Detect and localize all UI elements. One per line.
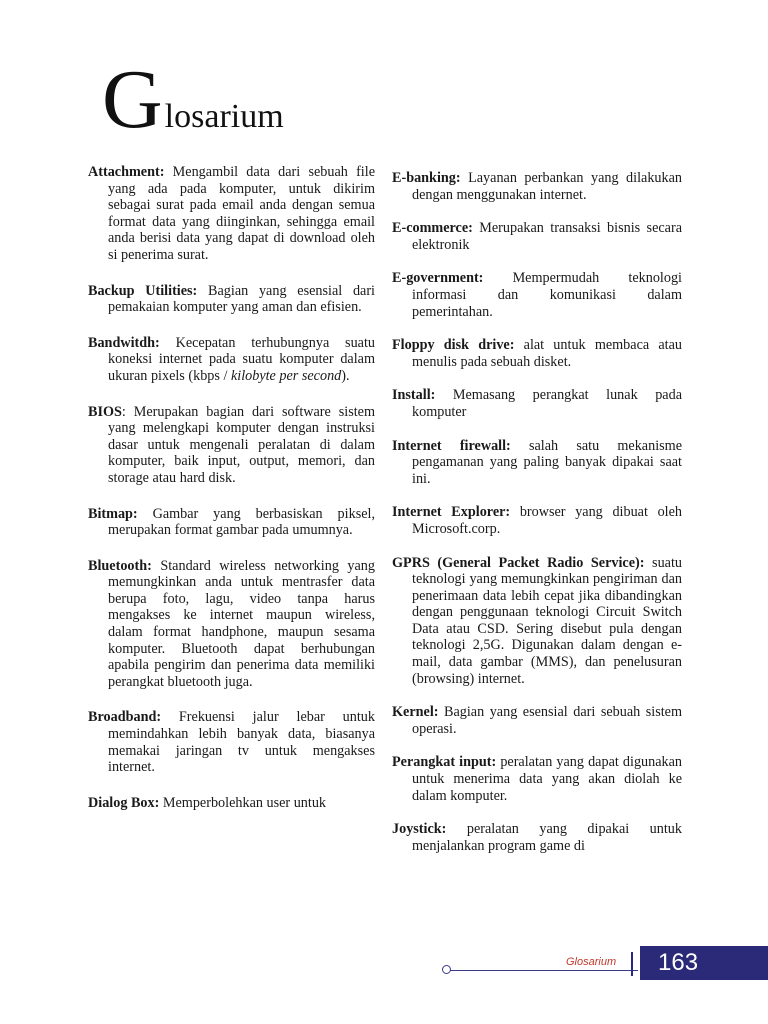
glossary-term: Install: <box>392 387 436 404</box>
title-rest: losarium <box>164 98 284 135</box>
glossary-definition: Memperbolehkan user untuk <box>159 794 327 811</box>
glossary-entry <box>392 504 682 537</box>
glossary-definition: browser yang dibuat oleh Microsoft.corp. <box>412 504 682 537</box>
glossary-definition: Mempermudah teknologi informasi dan komunikasi dalam pemerintahan. <box>412 270 682 320</box>
footer-section-label: Glosarium <box>566 956 617 968</box>
glossary-definition: alat untuk membaca atau menulis pada sebuah disket. <box>412 337 682 370</box>
glossary-entry <box>392 704 682 737</box>
glossary-definition: Standard wireless networking yang memungkinkan anda untuk mentrasfer data berupa foto, lagu, video tanpa harus mengakses ke internet maupun wireless, dalam format handphone, maupun sesama komputer. Bluetooth dapat berhubungan apabila pengirim dan penerima data memiliki perangkat bluetooth juga. <box>108 557 375 690</box>
glossary-term: E-commerce: <box>392 220 473 237</box>
glossary-definition-italic: kilobyte per second <box>230 367 342 384</box>
glossary-entry <box>392 337 682 370</box>
glossary-entry <box>88 164 375 264</box>
glossary-definition: Memasang perangkat lunak pada komputer <box>412 387 682 420</box>
glossary-term: Joystick: <box>392 821 447 838</box>
footer-circle-icon <box>442 965 451 974</box>
glossary-entry <box>392 821 682 854</box>
glossary-entry <box>88 283 375 316</box>
glossary-term: Attachment: <box>88 164 165 180</box>
glossary-entry <box>392 754 682 804</box>
footer-divider <box>631 952 633 976</box>
page-title <box>102 53 284 146</box>
glossary-definition: peralatan yang dapat digunakan untuk menerima data yang akan diolah ke dalam komputer. <box>412 754 683 804</box>
glossary-definition: Gambar yang berbasiskan piksel, merupakan format gambar pada umumnya. <box>108 505 375 539</box>
glossary-term: Bitmap: <box>88 505 138 522</box>
glossary-term: Floppy disk drive: <box>392 337 515 354</box>
glossary-definition: : Merupakan bagian dari software sistem yang melengkapi komputer dengan instruksi dasar untuk mengenali peralatan di dalam komputer, baik input, output, memori, dan storage atau hard disk. <box>108 403 375 486</box>
glossary-definition: Layanan perbankan yang dilakukan dengan menggunakan internet. <box>412 170 682 203</box>
glossary-entry <box>88 795 375 812</box>
glossary-definition: Bagian yang esensial dari pemakaian komputer yang aman dan efisien. <box>108 282 376 316</box>
glossary-term: Perangkat input: <box>392 754 497 771</box>
footer-rule <box>448 970 638 971</box>
glossary-term: E-government: <box>392 270 484 287</box>
glossary-definition: Mengambil data dari sebuah file yang ada pada komputer, untuk dikirim sebagai surat pada email anda dengan semua format data yang diinginkan, sehingga email anda berisi data yang dapat di download oleh si penerima surat. <box>108 164 375 263</box>
glossary-entry <box>88 335 375 385</box>
glossary-term: GPRS (General Packet Radio Service): <box>392 554 645 571</box>
glossary-term: BIOS <box>88 403 122 420</box>
glossary-definition-tail: ). <box>341 367 350 384</box>
glossary-definition: Merupakan transaksi bisnis secara elektronik <box>412 220 682 253</box>
glossary-definition: Frekuensi jalur lebar untuk memindahkan lebih banyak data, biasanya memakai jaringan tv untuk mengakses internet. <box>108 709 375 776</box>
title-drop-cap: G <box>102 53 163 146</box>
glossary-entry <box>392 555 682 688</box>
glossary-term: E-banking: <box>392 170 461 186</box>
glossary-term: Kernel: <box>392 704 439 721</box>
glossary-definition: suatu teknologi yang memungkinkan pengiriman dan penerimaan data lebih cepat jika dibandingkan dengan penggunaan teknologi Circuit Switch Data atau CSD. Sering disebut pula dengan teknologi 2,5G. Digunakan dalam dengan e-mail, data gambar (MMS), dan penelusuran (browsing) internet. <box>412 554 682 687</box>
glossary-entry <box>392 220 682 253</box>
glossary-term: Broadband: <box>88 709 162 726</box>
glossary-definition: salah satu mekanisme pengamanan yang paling banyak dipakai saat ini. <box>412 437 682 487</box>
glossary-entry <box>88 709 375 775</box>
glossary-definition: Bagian yang esensial dari sebuah sistem operasi. <box>412 704 682 737</box>
page-number: 163 <box>640 946 768 980</box>
glossary-term: Internet Explorer: <box>392 504 511 521</box>
glossary-entry <box>392 387 682 420</box>
glossary-left-column <box>88 164 375 830</box>
glossary-term: Bandwitdh: <box>88 334 160 351</box>
glossary-term: Backup Utilities: <box>88 282 198 299</box>
glossary-definition: peralatan yang dipakai untuk menjalankan program game di <box>412 821 682 854</box>
glossary-right-column <box>392 170 682 871</box>
glossary-entry <box>88 506 375 539</box>
glossary-entry <box>392 438 682 488</box>
glossary-definition: Kecepatan terhubungnya suatu koneksi internet pada suatu komputer dalam ukuran pixels (kbps / <box>108 334 375 384</box>
glossary-term: Bluetooth: <box>88 557 152 574</box>
glossary-entry <box>392 270 682 320</box>
glossary-term: Dialog Box: <box>88 794 160 811</box>
glossary-entry <box>88 404 375 487</box>
glossary-entry <box>392 170 682 203</box>
glossary-entry <box>88 558 375 691</box>
glossary-term: Internet firewall: <box>392 437 511 454</box>
